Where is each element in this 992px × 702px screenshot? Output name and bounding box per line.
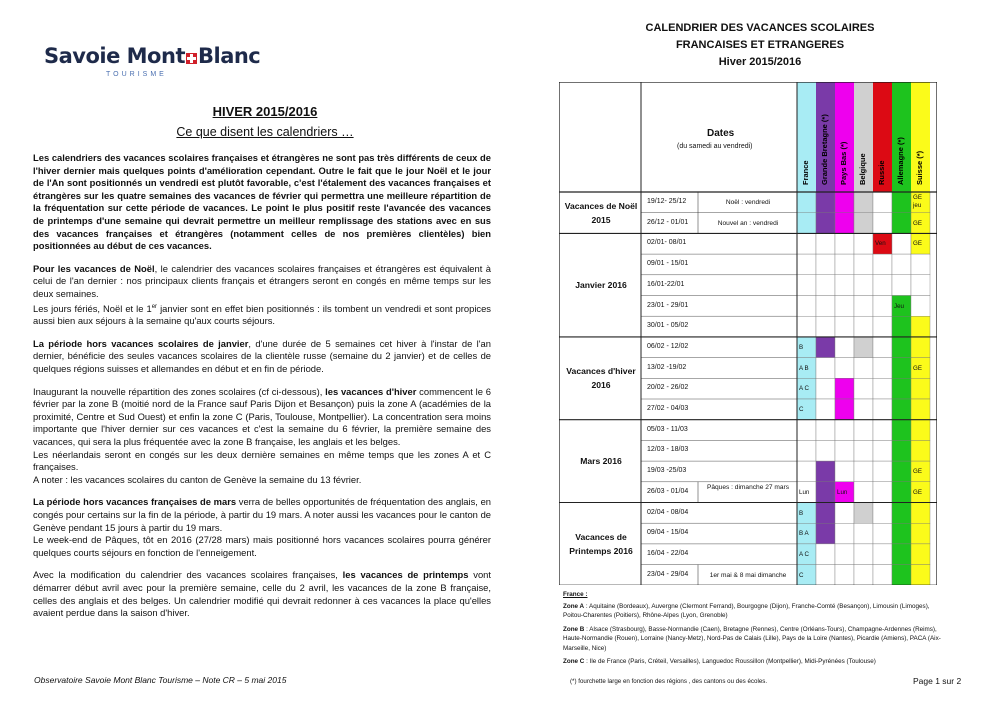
country-header: France xyxy=(801,160,810,185)
calendar-cell xyxy=(892,399,911,420)
calendar-cell xyxy=(854,378,873,399)
calendar-cell xyxy=(873,192,892,213)
calendar-cell xyxy=(854,420,873,441)
calendar-cell xyxy=(797,461,816,482)
calendar-cell xyxy=(854,544,873,565)
calendar-cell xyxy=(835,440,854,461)
logo-subtitle: TOURISME xyxy=(106,71,167,78)
calendar-cell xyxy=(892,213,911,234)
calendar-cell xyxy=(854,192,873,213)
janvier-paragraph: La période hors vacances scolaires de janvier, d'une durée de 5 semaines cet hiver à l'instar de l'an dernier, bénéficie des seules vacances scolaires de la clientèle russe (semaine du 2 janvier) et de celles de quelques régions suisses et allemandes en début et en fin de période. xyxy=(33,337,491,375)
calendar-cell xyxy=(873,254,892,275)
calendar-cell xyxy=(892,378,911,399)
hiver-paragraph: Inaugurant la nouvelle répartition des zones scolaires (cf ci-dessous), les vacances d'hiver commencent le 6 février par la zone B (moitié nord de la France sauf Paris Dijon et Besançon) puis la zone A (académies de la proximité, Centre et Sud Ouest) et enfin la zone C (Paris, Toulouse, Montpellier). La concentration sera moins importante que l'hiver dernier sur ces vacances et c'est la semaine du 6 février, la première semaine des vacances, qui sera la plus fréquentée avec la zone B française, les anglais et les belges. Les néerlandais seront en congés sur les deux dernière semaines en même temps que les zones A et C françaises. A noter : les vacances scolaires du canton de Genève la semaine du 13 février. xyxy=(33,385,491,485)
calendar-cell xyxy=(797,316,816,337)
calendar-cell xyxy=(873,461,892,482)
calendar-cell xyxy=(816,461,835,482)
calendar-cell xyxy=(911,440,930,461)
calendar-cell xyxy=(835,565,854,585)
calendar-cell xyxy=(892,192,911,213)
calendar-cell xyxy=(797,213,816,234)
calendar-cell xyxy=(892,440,911,461)
calendar-cell xyxy=(892,358,911,379)
calendar-cell xyxy=(816,296,835,317)
calendar-cell xyxy=(797,254,816,275)
calendar-cell xyxy=(911,420,930,441)
country-header: Pays Bas (*) xyxy=(839,141,848,185)
week-date: 06/02 - 12/02 xyxy=(647,342,689,350)
legend-title: France : xyxy=(563,591,588,598)
calendar-cell xyxy=(873,213,892,234)
cell-annotation: B A xyxy=(799,530,809,538)
calendar-cell xyxy=(873,440,892,461)
calendar-cell xyxy=(816,544,835,565)
calendar-cell xyxy=(911,296,930,317)
week-date: 02/04 - 08/04 xyxy=(647,508,689,516)
page-number: Page 1 sur 2 xyxy=(913,676,962,686)
cell-annotation: A B xyxy=(799,364,809,372)
calendar-cell xyxy=(854,523,873,544)
calendar-title-1: CALENDRIER DES VACANCES SCOLAIRES xyxy=(645,22,875,34)
dates-subheader: (du samedi au vendredi) xyxy=(677,143,753,150)
zone-c: Zone C : Ile de France (Paris, Créteil, Versailles), Languedoc Roussillon (Montpellier), Midi-Pyrénées (Toulouse) xyxy=(563,658,876,665)
calendar-cell xyxy=(816,482,835,503)
week-date: 16/01-22/01 xyxy=(647,280,685,288)
calendar-cell xyxy=(816,565,835,585)
calendar-cell xyxy=(873,316,892,337)
calendar-cell xyxy=(835,192,854,213)
calendar-cell xyxy=(873,399,892,420)
calendar-cell xyxy=(835,399,854,420)
cell-annotation: C xyxy=(799,571,804,579)
calendar-cell xyxy=(911,399,930,420)
calendar-cell xyxy=(816,316,835,337)
calendar-cell xyxy=(835,296,854,317)
week-date: 05/03 - 11/03 xyxy=(647,425,688,433)
week-date: 09/04 - 15/04 xyxy=(647,529,689,537)
week-date: 16/04 - 22/04 xyxy=(647,549,689,557)
cell-annotation: GE xyxy=(913,240,922,248)
cell-annotation: Lun xyxy=(799,488,810,496)
calendar-cell xyxy=(816,233,835,254)
week-date: 23/04 - 29/04 xyxy=(647,570,689,578)
week-date: 26/12 - 01/01 xyxy=(647,218,689,226)
noel-paragraph: Pour les vacances de Noël, le calendrier des vacances scolaires françaises et étrangères est équivalent à celui de l'an dernier : nos principaux clients français et étrangers seront en congés en même temps sur les deux semaines. Les jours fériés, Noël et le 1er janvier sont en effet bien positionnés : ils tombent un vendredi et sont propices aussi bien aux séjours à la semaine qu'aux courts séjours. xyxy=(33,262,491,327)
country-header: Russie xyxy=(877,160,886,185)
mars-paragraph: La période hors vacances françaises de mars verra de belles opportunités de fréquentation des anglais, en congés pour certains sur la fin de la période, à partir du 19 mars. A noter aussi les vacances pour le canton de Genève pendant 15 jours à partir du 19 mars. Le week-end de Pâques, tôt en 2016 (27/28 mars) mais positionné hors vacances scolaires pourra générer quelques courts séjours en fonction de l'enneigement. xyxy=(33,496,491,558)
calendar-grid-lines xyxy=(559,82,937,585)
cell-annotation: A C xyxy=(799,550,809,558)
calendar-cell xyxy=(873,544,892,565)
calendar-cell xyxy=(797,420,816,441)
calendar-cell xyxy=(892,482,911,503)
logo-brand: Savoie Mont Blanc xyxy=(44,44,261,68)
calendar-cell xyxy=(797,440,816,461)
week-date: 26/03 - 01/04 xyxy=(647,487,689,495)
week-date: 12/03 - 18/03 xyxy=(647,446,689,454)
calendar-cell xyxy=(873,296,892,317)
calendar-cell xyxy=(911,565,930,585)
calendar-cell xyxy=(892,337,911,358)
page-subtitle: Ce que disent les calendriers … xyxy=(176,125,354,139)
calendar-cell xyxy=(873,378,892,399)
cell-annotation: A C xyxy=(799,385,809,393)
calendar-cell xyxy=(816,192,835,213)
intro-paragraph: Les calendriers des vacances scolaires françaises et étrangères ne sont pas très différents de ceux de l'hiver dernier mais quelques points d'amélioration cependant. Outre le fait que le jour Noël et le jour de l'An sont positionnés un vendredi est plutôt favorable, c'est l'étalement des vacances françaises et étrangères sur les quatre semaines des vacances de février qui permettra une meilleure répartition de la fréquentation sur cette période de vacances. Le point le plus positif reste l'avancée des vacances de printemps d'une semaine qui devrait permettre un meilleur remplissage des stations avec en sus des vacances françaises et étrangères (notamment celles de nos premières clientèles) bien positionnées au début de ces vacances. xyxy=(33,152,491,252)
footer-left: Observatoire Savoie Mont Blanc Tourisme – Note CR – 5 mai 2015 xyxy=(34,675,287,685)
calendar-cell xyxy=(854,296,873,317)
week-date: 20/02 - 26/02 xyxy=(647,384,689,392)
calendar-cell xyxy=(911,337,930,358)
period-label: Vacances de Printemps 2016 xyxy=(569,531,633,556)
dates-header: Dates xyxy=(707,128,735,139)
calendar-cell xyxy=(873,420,892,441)
calendar-cell xyxy=(797,192,816,213)
week-date: 13/02 -19/02 xyxy=(647,363,687,371)
period-label: Vacances de Noël 2015 xyxy=(564,200,638,225)
cell-annotation: GE xyxy=(913,488,922,496)
footnote: (*) fourchette large en fonction des régions , des cantons ou des écoles. xyxy=(570,678,768,685)
calendar-cell xyxy=(816,358,835,379)
week-date: 19/03 -25/03 xyxy=(647,467,687,475)
week-date: 02/01- 08/01 xyxy=(647,239,687,247)
calendar-cell xyxy=(854,440,873,461)
calendar-cell xyxy=(911,503,930,524)
week-date: 27/02 - 04/03 xyxy=(647,405,689,412)
week-note: Nouvel an : vendredi xyxy=(717,219,779,227)
calendar-cell xyxy=(873,503,892,524)
calendar-cell xyxy=(892,544,911,565)
calendar-cell xyxy=(797,233,816,254)
calendar-cell xyxy=(854,358,873,379)
zone-a: Zone A : Aquitaine (Bordeaux), Auvergne (Clermont Ferrand), Bourgogne (Dijon), Franche-Comté (Besançon), Limousin (Limoges), Poitou-Charentes (Poitiers), Rhône-Alpes (Lyon, Grenoble) xyxy=(563,602,930,619)
calendar-cell xyxy=(854,275,873,296)
calendar-cell xyxy=(854,254,873,275)
calendar-cell xyxy=(892,565,911,585)
logo-cross-icon xyxy=(186,53,197,64)
calendar-cell xyxy=(911,523,930,544)
calendar-cell xyxy=(892,316,911,337)
calendar-cell xyxy=(892,461,911,482)
calendar-cell xyxy=(816,254,835,275)
week-date: 30/01 - 05/02 xyxy=(647,322,689,330)
calendar-cell xyxy=(835,275,854,296)
cell-annotation: Lun xyxy=(837,488,848,496)
period-label: Mars 2016 xyxy=(580,456,622,467)
cell-annotation: B xyxy=(799,343,804,351)
calendar-cell xyxy=(835,213,854,234)
calendar-cell xyxy=(816,378,835,399)
cell-annotation: Jeu xyxy=(894,302,904,310)
country-header: Suisse (*) xyxy=(915,150,924,185)
calendar-cell xyxy=(835,233,854,254)
calendar-cell xyxy=(816,213,835,234)
week-date: 23/01 - 29/01 xyxy=(647,301,689,309)
calendar-cell xyxy=(835,316,854,337)
calendar-cell xyxy=(873,358,892,379)
country-header: Allemagne (*) xyxy=(896,137,905,185)
cell-annotation: B xyxy=(799,509,804,517)
cell-annotation: C xyxy=(799,406,804,413)
calendar-cell xyxy=(854,482,873,503)
calendar-cell xyxy=(873,523,892,544)
calendar-cell xyxy=(854,213,873,234)
calendar-cell xyxy=(854,565,873,585)
calendar-cell xyxy=(873,275,892,296)
calendar-cell xyxy=(797,296,816,317)
cell-annotation: GE xyxy=(913,219,922,227)
calendar-cell xyxy=(835,523,854,544)
country-header: Belgique xyxy=(858,153,867,185)
legend xyxy=(563,590,943,667)
calendar-cell xyxy=(873,565,892,585)
calendar-cell xyxy=(854,399,873,420)
calendar-cell xyxy=(797,275,816,296)
week-date: 19/12- 25/12 xyxy=(647,198,687,205)
calendar-cell xyxy=(835,337,854,358)
vacation-calendar-table xyxy=(559,82,937,585)
calendar-cell xyxy=(892,275,911,296)
cell-annotation: GE xyxy=(913,468,922,476)
calendar-title-2: FRANCAISES ET ETRANGERES xyxy=(675,39,845,51)
calendar-cell xyxy=(854,503,873,524)
calendar-cell xyxy=(892,233,911,254)
logo xyxy=(44,44,261,84)
calendar-cell xyxy=(854,316,873,337)
calendar-cell xyxy=(892,254,911,275)
calendar-cell xyxy=(835,378,854,399)
calendar-cell xyxy=(911,254,930,275)
calendar-cell xyxy=(816,420,835,441)
calendar-cell xyxy=(892,420,911,441)
calendar-cell xyxy=(835,503,854,524)
period-label: Vacances d'hiver 2016 xyxy=(566,366,636,391)
calendar-cell xyxy=(873,337,892,358)
body-text xyxy=(33,152,491,630)
calendar-title-3: Hiver 2015/2016 xyxy=(718,56,802,68)
calendar-cell xyxy=(911,544,930,565)
calendar-cell xyxy=(835,358,854,379)
calendar-cell xyxy=(816,337,835,358)
calendar-cell xyxy=(835,544,854,565)
calendar-cell xyxy=(816,275,835,296)
calendar-cell xyxy=(911,316,930,337)
period-label: Janvier 2016 xyxy=(575,280,627,291)
calendar-cell xyxy=(816,399,835,420)
week-note: Pâques : dimanche 27 mars xyxy=(706,483,790,491)
week-note: 1er mai & 8 mai dimanche xyxy=(709,571,787,579)
calendar-cell xyxy=(816,440,835,461)
calendar-cell xyxy=(835,420,854,441)
zone-b: Zone B : Alsace (Strasbourg), Basse-Normandie (Caen), Bretagne (Rennes), Centre (Orléans-Tours), Champagne-Ardennes (Reims), Haute-Normandie (Rouen), Lorraine (Nancy-Metz), Nord-Pas de Calais (Lille), Pays de la Loire (Nantes), Picardie (Amiens), PACA (Aix-Marseille, Nice) xyxy=(563,625,941,652)
calendar-cell xyxy=(816,523,835,544)
country-header: Grande Bretagne (*) xyxy=(820,114,829,185)
calendar-cell xyxy=(835,254,854,275)
calendar-cell xyxy=(854,233,873,254)
calendar-cell xyxy=(835,461,854,482)
page-title: HIVER 2015/2016 xyxy=(212,104,318,119)
calendar-cell xyxy=(911,378,930,399)
cell-annotation: Ven xyxy=(875,240,886,248)
calendar-cell xyxy=(892,503,911,524)
calendar-cell xyxy=(911,275,930,296)
calendar-cell xyxy=(892,523,911,544)
calendar-cell xyxy=(816,503,835,524)
printemps-paragraph: Avec la modification du calendrier des vacances scolaires françaises, les vacances de printemps vont démarrer début avril avec pour la première semaine, celle du 2 avril, les vacances de la zone B française, celles des anglais et des belges. Un calendrier modifié qui devrait redonner à ces vacances la place qu'elles avaient perdue dans la saison d'hiver. xyxy=(33,569,491,619)
week-note: Noël : vendredi xyxy=(725,199,771,206)
calendar-cell xyxy=(873,482,892,503)
cell-annotation: GE jeu xyxy=(913,194,922,209)
calendar-cell xyxy=(854,461,873,482)
week-date: 09/01 - 15/01 xyxy=(647,260,689,268)
calendar-cell xyxy=(854,337,873,358)
cell-annotation: GE xyxy=(913,364,922,372)
